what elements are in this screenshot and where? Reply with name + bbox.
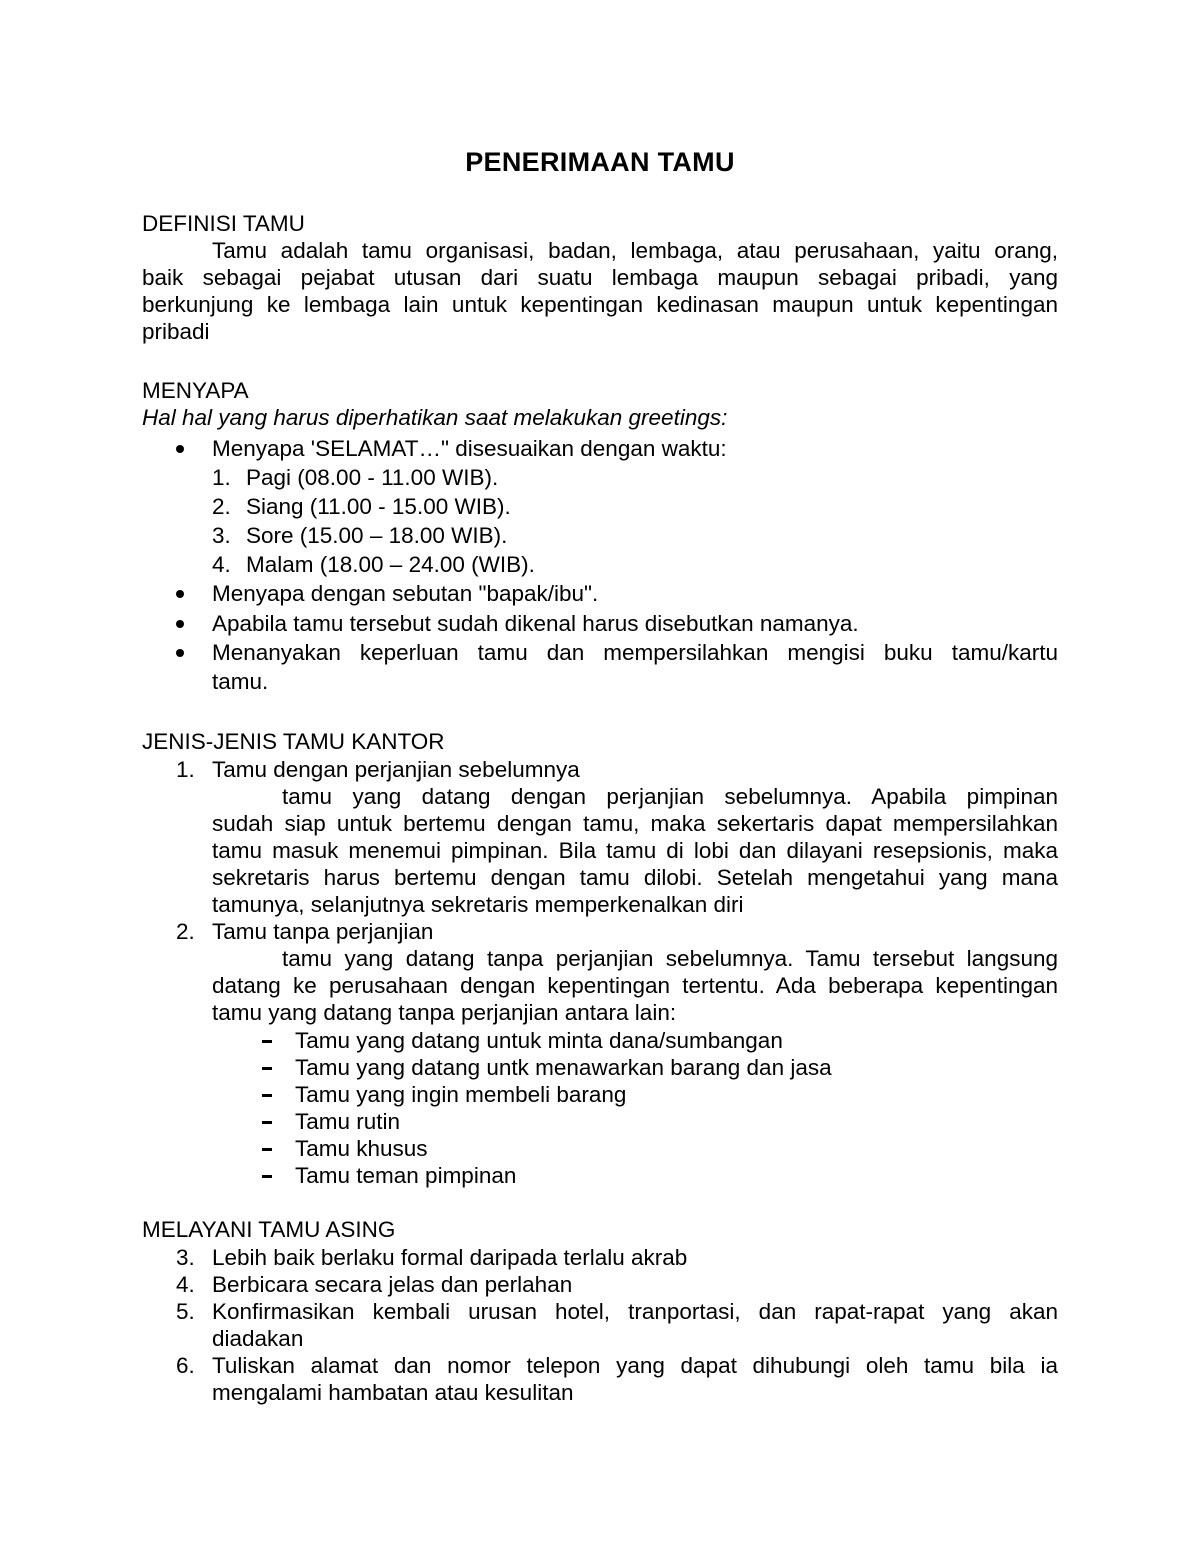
paragraph-line: tamu yang datang dengan perjanjian sebelumnya. Apabila pimpinan bbox=[282, 784, 1058, 809]
list-item-text: Tamu yang ingin membeli barang bbox=[295, 1082, 627, 1107]
list-item-text: diadakan bbox=[212, 1326, 304, 1351]
paragraph-line: tamu yang datang tanpa perjanjian sebelumnya. Tamu tersebut langsung bbox=[282, 946, 1058, 971]
paragraph-line: sudah siap untuk bertemu dengan tamu, maka sekertaris dapat mempersilahkan bbox=[212, 811, 1058, 836]
paragraph-line: berkunjung ke lembaga lain untuk kepentingan kedinasan maupun untuk kepentingan bbox=[142, 292, 1058, 317]
section-heading: JENIS-JENIS TAMU KANTOR bbox=[142, 729, 445, 754]
list-item-text: Apabila tamu tersebut sudah dikenal harus disebutkan namanya. bbox=[212, 611, 859, 636]
list-item-text: tamu. bbox=[212, 669, 269, 694]
bullet-icon bbox=[176, 649, 184, 657]
list-item bbox=[142, 464, 1058, 491]
list-item-text: Menyapa 'SELAMAT…" disesuaikan dengan waktu: bbox=[212, 436, 727, 461]
section-menyapa bbox=[142, 377, 1058, 431]
list-item bbox=[142, 1135, 1058, 1162]
dash-icon bbox=[262, 1175, 272, 1178]
list-item-text: Tamu yang datang untuk minta dana/sumbangan bbox=[295, 1028, 783, 1053]
list-item-text: Menyapa dengan sebutan "bapak/ibu". bbox=[212, 581, 599, 606]
list-number: 4. bbox=[212, 552, 231, 577]
dash-icon bbox=[262, 1094, 272, 1097]
section-heading: DEFINISI TAMU bbox=[142, 211, 305, 236]
paragraph-line: tamunya, selanjutnya sekretaris memperkenalkan diri bbox=[212, 892, 744, 917]
bullet-icon bbox=[176, 445, 184, 453]
paragraph-line: tamu yang datang tanpa perjanjian antara lain: bbox=[212, 1000, 677, 1025]
page-title: PENERIMAAN TAMU bbox=[465, 147, 735, 177]
list-number: 2. bbox=[212, 494, 231, 519]
section-heading: MENYAPA bbox=[142, 378, 249, 403]
list-item-text: Menanyakan keperluan tamu dan mempersilahkan mengisi buku tamu/kartu bbox=[212, 640, 1058, 665]
list-item bbox=[142, 1271, 1058, 1298]
list-number: 1. bbox=[176, 757, 195, 782]
dash-icon bbox=[262, 1067, 272, 1070]
list-number: 5. bbox=[176, 1299, 195, 1324]
list-item bbox=[142, 1298, 1058, 1352]
section-jenis bbox=[142, 728, 1058, 755]
list-item bbox=[142, 1108, 1058, 1135]
list-item bbox=[142, 551, 1058, 578]
list-item bbox=[142, 1162, 1058, 1189]
list-item-text: Tamu teman pimpinan bbox=[295, 1163, 517, 1188]
paragraph-line: sekretaris harus bertemu dengan tamu dilobi. Setelah mengetahui yang mana bbox=[212, 865, 1058, 890]
list-item-title: Tamu dengan perjanjian sebelumnya bbox=[212, 757, 580, 782]
list-item bbox=[142, 756, 1058, 783]
list-item bbox=[142, 610, 1058, 637]
list-item-text: mengalami hambatan atau kesulitan bbox=[212, 1380, 574, 1405]
list-item-text: Tamu rutin bbox=[295, 1109, 401, 1134]
list-number: 6. bbox=[176, 1353, 195, 1378]
list-item-text: Tamu yang datang untk menawarkan barang dan jasa bbox=[295, 1055, 832, 1080]
bullet-icon bbox=[176, 590, 184, 598]
paragraph-line: tamu masuk menemui pimpinan. Bila tamu di lobi dan dilayani resepsionis, maka bbox=[212, 838, 1058, 863]
list-item-text: Tuliskan alamat dan nomor telepon yang dapat dihubungi oleh tamu bila ia bbox=[212, 1353, 1058, 1378]
dash-icon bbox=[262, 1121, 272, 1124]
list-item-text: Pagi (08.00 - 11.00 WIB). bbox=[246, 465, 499, 490]
list-number: 1. bbox=[212, 465, 231, 490]
list-number: 3. bbox=[212, 523, 231, 548]
list-item-text: Sore (15.00 – 18.00 WIB). bbox=[246, 523, 508, 548]
section-heading: MELAYANI TAMU ASING bbox=[142, 1217, 396, 1242]
list-item-text: Lebih baik berlaku formal daripada terlalu akrab bbox=[212, 1245, 688, 1270]
list-item bbox=[142, 639, 1058, 695]
item-description bbox=[212, 783, 1058, 918]
list-item-text: Berbicara secara jelas dan perlahan bbox=[212, 1272, 573, 1297]
list-item-text: Malam (18.00 – 24.00 (WIB). bbox=[246, 552, 535, 577]
item-description bbox=[212, 945, 1058, 1026]
list-item-text: Konfirmasikan kembali urusan hotel, tranportasi, dan rapat-rapat yang akan bbox=[212, 1299, 1058, 1324]
section-asing bbox=[142, 1216, 1058, 1243]
list-item bbox=[142, 918, 1058, 945]
bullet-icon bbox=[176, 620, 184, 628]
list-number: 2. bbox=[176, 919, 195, 944]
paragraph-line: datang ke perusahaan dengan kepentingan tertentu. Ada beberapa kepentingan bbox=[212, 973, 1058, 998]
list-item-title: Tamu tanpa perjanjian bbox=[212, 919, 434, 944]
list-item bbox=[142, 1352, 1058, 1406]
list-item bbox=[142, 1054, 1058, 1081]
section-definisi bbox=[142, 210, 1058, 345]
dash-icon bbox=[262, 1148, 272, 1151]
intro-text: Hal hal yang harus diperhatikan saat melakukan greetings: bbox=[142, 405, 728, 430]
paragraph-line: pribadi bbox=[142, 319, 210, 344]
list-number: 3. bbox=[176, 1245, 195, 1270]
paragraph-line: baik sebagai pejabat utusan dari suatu lembaga maupun sebagai pribadi, yang bbox=[142, 265, 1058, 290]
list-item bbox=[142, 1081, 1058, 1108]
list-item bbox=[142, 435, 1058, 462]
list-item bbox=[142, 580, 1058, 607]
list-item bbox=[142, 1244, 1058, 1271]
list-item-text: Siang (11.00 - 15.00 WIB). bbox=[246, 494, 511, 519]
list-item bbox=[142, 493, 1058, 520]
dash-icon bbox=[262, 1040, 272, 1043]
list-number: 4. bbox=[176, 1272, 195, 1297]
list-item bbox=[142, 522, 1058, 549]
paragraph-line: Tamu adalah tamu organisasi, badan, lembaga, atau perusahaan, yaitu orang, bbox=[212, 238, 1058, 263]
list-item bbox=[142, 1027, 1058, 1054]
list-item-text: Tamu khusus bbox=[295, 1136, 428, 1161]
